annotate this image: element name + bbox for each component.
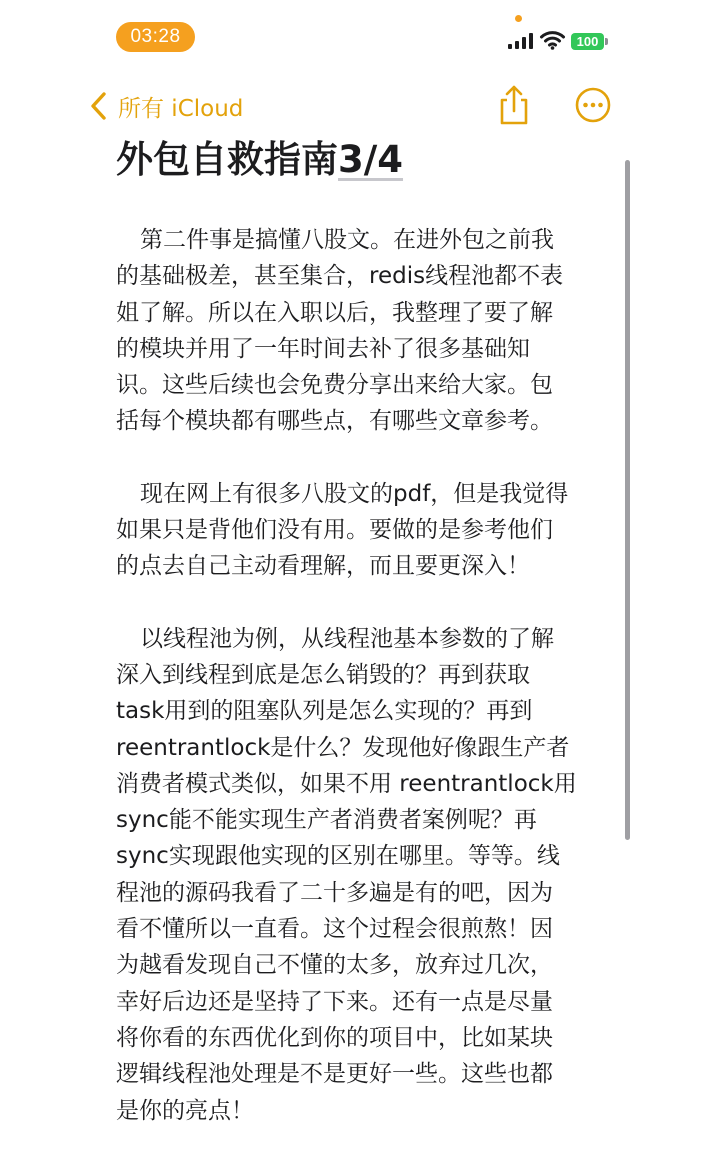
ellipsis-circle-icon[interactable] bbox=[575, 87, 611, 123]
text-line: 第二件事是搞懂八股文。在进外包之前我 bbox=[140, 227, 554, 253]
note-title[interactable] bbox=[116, 136, 403, 184]
note-title-main: 外包自救指南 bbox=[116, 138, 338, 181]
text-line: 的基础极差，甚至集合，redis线程池都不表 bbox=[116, 263, 564, 290]
wifi-icon bbox=[540, 30, 565, 50]
chevron-left-icon bbox=[88, 91, 108, 121]
text-line: 姐了解。所以在入职以后，我整理了要了解 bbox=[116, 299, 553, 326]
share-icon[interactable] bbox=[495, 84, 533, 126]
note-body[interactable] bbox=[116, 222, 608, 1165]
note-title-fraction: 3/4 bbox=[338, 138, 404, 181]
text-line: 看不懂所以一直看。这个过程会很煎熬！因 bbox=[116, 916, 553, 943]
text-line: reentrantlock是什么？发现他好像跟生产者 bbox=[116, 734, 570, 761]
text-line: 深入到线程到底是怎么销毁的？再到获取 bbox=[116, 661, 530, 688]
text-line: 的点去自己主动看理解，而且要更深入！ bbox=[116, 553, 530, 580]
text-line: task用到的阻塞队列是怎么实现的？再到 bbox=[116, 698, 533, 725]
status-time[interactable]: 03:28 bbox=[116, 22, 195, 52]
text-line: 为越看发现自己不懂的太多，放弃过几次， bbox=[116, 952, 553, 979]
nav-bar bbox=[0, 78, 723, 134]
paragraph-2 bbox=[116, 476, 608, 585]
text-line: 的模块并用了一年时间去补了很多基础知 bbox=[116, 335, 530, 362]
back-label: 所有 iCloud bbox=[118, 95, 244, 122]
text-line: 将你看的东西优化到你的项目中，比如某块 bbox=[116, 1024, 553, 1051]
text-line: 识。这些后续也会免费分享出来给大家。包 bbox=[116, 372, 553, 399]
privacy-indicator-dot bbox=[515, 15, 522, 22]
paragraph-1 bbox=[116, 222, 608, 440]
scrollbar[interactable] bbox=[625, 160, 630, 840]
text-line: sync实现跟他实现的区别在哪里。等等。线 bbox=[116, 843, 560, 870]
status-bar bbox=[0, 0, 723, 72]
text-line: 程池的源码我看了二十多遍是有的吧，因为 bbox=[116, 879, 553, 906]
text-line: 如果只是背他们没有用。要做的是参考他们 bbox=[116, 517, 553, 544]
text-line: 逻辑线程池处理是不是更好一些。这些也都 bbox=[116, 1061, 553, 1088]
text-line: 括每个模块都有哪些点，有哪些文章参考。 bbox=[116, 408, 553, 435]
back-button[interactable] bbox=[88, 88, 243, 124]
battery-indicator: 100 bbox=[571, 33, 604, 50]
battery-cap bbox=[605, 38, 608, 45]
paragraph-3 bbox=[116, 621, 608, 1129]
text-line: sync能不能实现生产者消费者案例呢？再 bbox=[116, 807, 537, 834]
text-line: 是你的亮点！ bbox=[116, 1097, 254, 1124]
text-line: 消费者模式类似，如果不用 reentrantlock用 bbox=[116, 770, 577, 797]
cellular-signal-icon bbox=[508, 33, 534, 49]
text-line: 以线程池为例，从线程池基本参数的了解 bbox=[140, 625, 554, 652]
text-line: 现在网上有很多八股文的pdf，但是我觉得 bbox=[140, 480, 569, 507]
text-line: 幸好后边还是坚持了下来。还有一点是尽量 bbox=[116, 988, 553, 1015]
